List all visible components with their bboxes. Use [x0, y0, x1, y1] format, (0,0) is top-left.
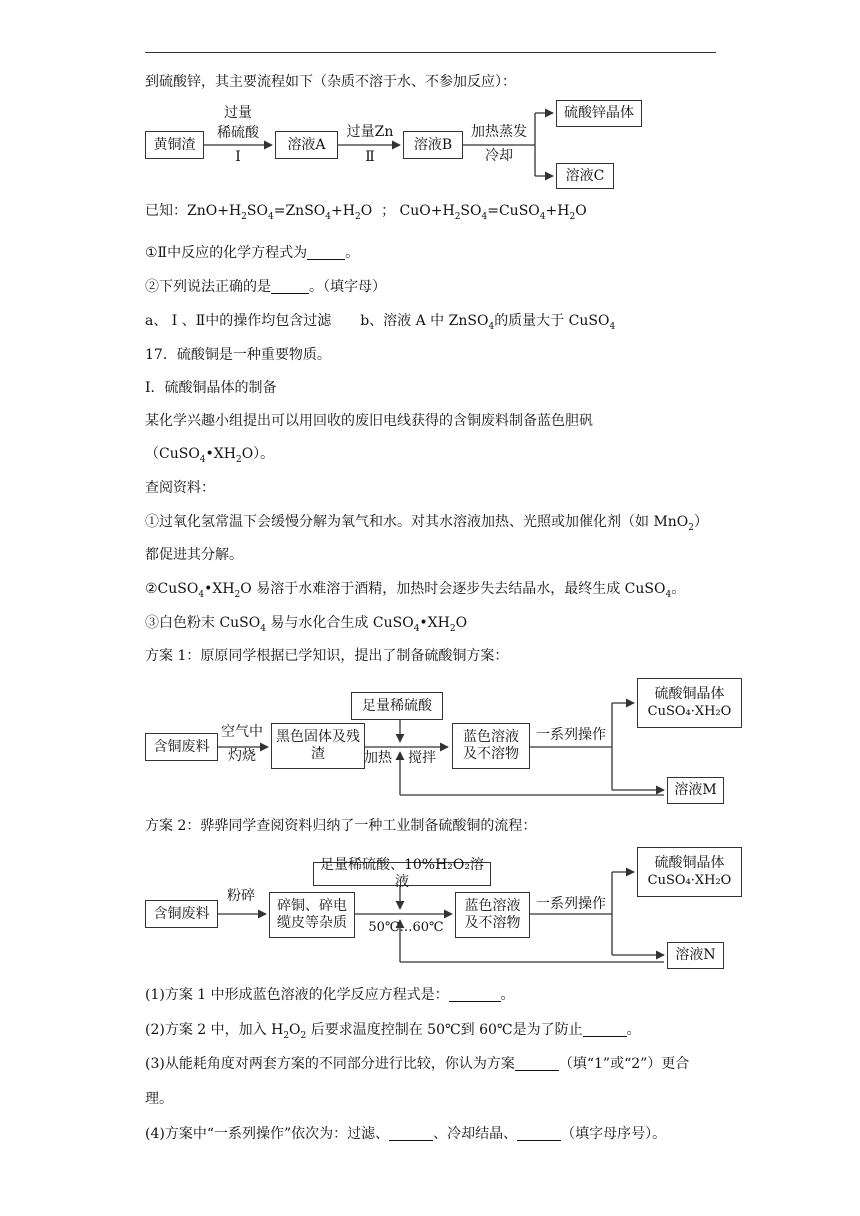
flow3-ops: 一系列操作: [536, 896, 606, 912]
flow1-step2-top: 过量Zn: [346, 124, 394, 140]
flow1-step1-top: 过量: [224, 105, 252, 121]
flow2-ops: 一系列操作: [536, 727, 606, 743]
question-17-3-cont: 理。: [145, 1091, 173, 1107]
flow2-out-top: 硫酸铜晶体 CuSO₄·XH₂O: [637, 678, 742, 728]
question-1: ①Ⅱ中反应的化学方程式为 。: [145, 245, 360, 261]
flow2-heat: 加热: [364, 750, 392, 766]
flow3-arrow1-top: 粉碎: [227, 888, 255, 904]
answer-blank[interactable]: [583, 1022, 627, 1037]
flow1-step2-num: Ⅱ: [365, 149, 375, 165]
answer-blank[interactable]: [307, 245, 345, 260]
flow1-box-b: 溶液B: [403, 131, 463, 159]
flow3-out-bot: 溶液N: [667, 942, 724, 969]
flow1-step1-mid: 稀硫酸: [217, 125, 259, 141]
flow1-box-a: 溶液A: [275, 131, 338, 159]
q17-section-1: Ⅰ．硫酸铜晶体的制备: [145, 380, 277, 396]
flow1-step3-bot: 冷却: [485, 148, 513, 164]
flow2-arrow1-top: 空气中: [221, 724, 263, 740]
q17-ref-1-cont: 都促进其分解。: [145, 547, 243, 563]
flow2-box-start: 含铜废料: [145, 733, 218, 761]
flow3-box-start: 含铜废料: [145, 900, 218, 928]
known-equations: 已知：$ZnO+H_2SO_4=ZnSO_4+H_2O$ ； $CuO+H_2SO_4=CuSO_4+H_2O$: [145, 203, 587, 222]
q17-para-2: $(CuSO_4•XH_2O)$。: [145, 446, 275, 465]
flow1-out-bot: 溶液C: [556, 163, 614, 189]
question-17-2: (2)方案 2 中，加入 $H_2O_2$ 后要求温度控制在 50℃到 60℃是为了防止 。: [145, 1022, 641, 1041]
options-line: [145, 311, 615, 337]
question-17-4: (4)方案中“一系列操作”依次为：过滤、 、冷却结晶、 （填字母序号）。: [145, 1126, 667, 1142]
flow3-box-mix: 碎铜、碎电缆皮等杂质: [269, 892, 355, 938]
flow3-out-top: 硫酸铜晶体 CuSO₄·XH₂O: [637, 847, 742, 897]
q17-ref: 查阅资料：: [145, 480, 215, 496]
plan-1-text: 方案 1：原原同学根据已学知识，提出了制备硫酸铜方案：: [145, 648, 509, 664]
flow3-box-acid: 足量稀硫酸、10%H₂O₂溶液: [313, 862, 491, 886]
flow1-box-start: 黄铜渣: [145, 131, 204, 159]
flow1-step3-top: 加热蒸发: [471, 124, 527, 140]
flow2-box-blue: 蓝色溶液及不溶物: [452, 723, 530, 769]
question-2: ②下列说法正确的是 。（填字母）: [145, 279, 386, 295]
flow1-step1-num: Ⅰ: [235, 149, 241, 165]
q17-ref-1: ①过氧化氢常温下会缓慢分解为氧气和水。对其水溶液加热、光照或加催化剂（如 MnO$_2$）: [145, 514, 709, 533]
answer-blank[interactable]: [389, 1126, 433, 1141]
option-a: a、 Ⅰ 、Ⅱ中的操作均包含过滤: [145, 313, 332, 329]
answer-blank[interactable]: [515, 1056, 559, 1071]
flow2-box-solid: 黑色固体及残渣: [271, 723, 365, 769]
flow2-box-acid: 足量稀硫酸: [351, 692, 443, 720]
intro-text: 到硫酸锌，其主要流程如下（杂质不溶于水、不参加反应）：: [145, 74, 516, 90]
plan-2-text: 方案 2：骅骅同学查阅资料归纳了一种工业制备硫酸铜的流程：: [145, 818, 537, 834]
answer-blank[interactable]: [271, 279, 309, 294]
answer-blank[interactable]: [449, 987, 501, 1002]
question-17-1: (1)方案 1 中形成蓝色溶液的化学反应方程式是： 。: [145, 987, 515, 1003]
flow1-out-top: 硫酸锌晶体: [556, 100, 642, 127]
q17-para-1: 某化学兴趣小组提出可以用回收的废旧电线获得的含铜废料制备蓝色胆矾: [145, 413, 593, 429]
answer-blank[interactable]: [517, 1126, 561, 1141]
question-17-3: (3)从能耗角度对两套方案的不同部分进行比较，你认为方案 （填“1”或“2”）更合: [145, 1056, 690, 1072]
flow3-box-blue: 蓝色溶液及不溶物: [455, 892, 530, 938]
flow2-stir: 搅拌: [408, 750, 436, 766]
option-b: b、溶液 A 中 ZnSO$_4$的质量大于 CuSO$_4$: [360, 313, 616, 332]
q17-ref-2: $②CuSO_4•XH_2O$ 易溶于水难溶于酒精，加热时会逐步失去结晶水，最终生成 CuSO$_4$。: [145, 581, 686, 600]
flow2-out-bot: 溶液M: [667, 777, 724, 804]
flow2-arrow1-bot: 灼烧: [228, 748, 256, 764]
q17-title: 17．硫酸铜是一种重要物质。: [145, 347, 331, 363]
q17-ref-3: ③白色粉末 CuSO$_4$ 易与水化合生成 $CuSO_4•XH_2O$: [145, 615, 468, 634]
flow3-temp: 50℃…60℃: [368, 920, 444, 935]
